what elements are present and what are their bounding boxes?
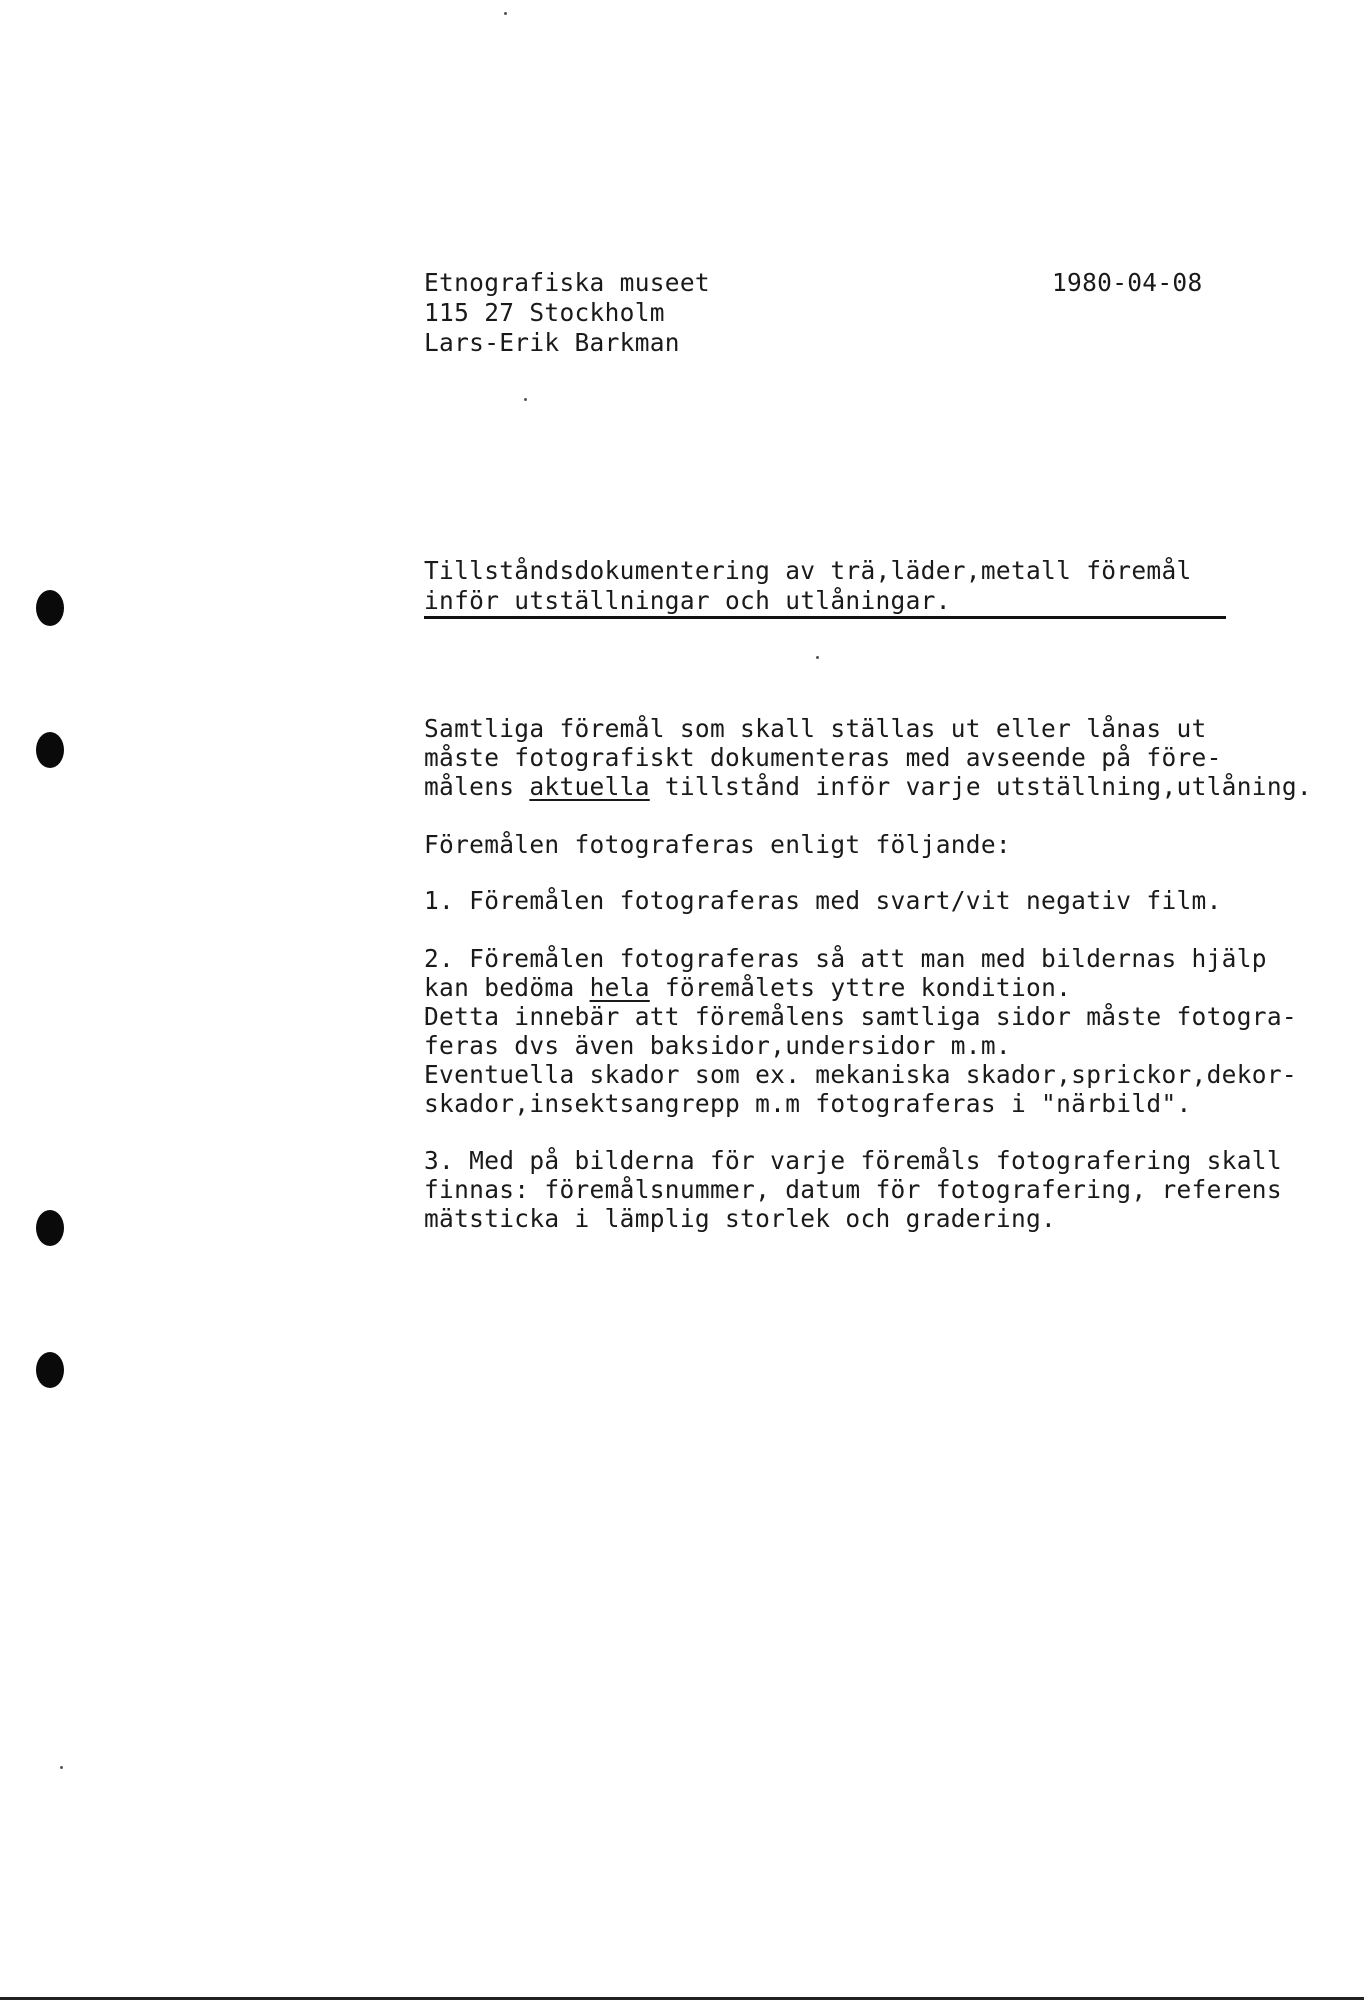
intro-line: måste fotografiskt dokumenteras med avseende på före-: [424, 743, 1222, 772]
item-2-line: [424, 973, 1324, 1002]
subject-heading: [424, 556, 1192, 616]
sender-address: 115 27 Stockholm: [424, 298, 665, 327]
item-2-line: skador,insektsangrepp m.m fotograferas i "närbild".: [424, 1089, 1192, 1118]
item-3-line: mätsticka i lämplig storlek och gradering.: [424, 1204, 1057, 1233]
item-1: [424, 886, 1324, 915]
paper-speck: [816, 656, 819, 659]
item-2-line: Detta innebär att föremålens samtliga sidor måste fotogra-: [424, 1002, 1297, 1031]
intro-line: [424, 772, 1324, 801]
lead-paragraph: [424, 830, 1324, 859]
item-2-text: föremålets yttre kondition.: [649, 973, 1072, 1002]
item-2-line: 2. Föremålen fotograferas så att man med bildernas hjälp: [424, 944, 1267, 973]
document-date: 1980-04-08: [1052, 268, 1203, 297]
punch-hole: [36, 1352, 64, 1388]
subject-underline: [424, 616, 1226, 619]
item-3-line: finnas: föremålsnummer, datum för fotografering, referens: [424, 1175, 1282, 1204]
emphasis-aktuella: aktuella: [529, 772, 650, 801]
intro-line: Samtliga föremål som skall ställas ut eller lånas ut: [424, 714, 1207, 743]
sender-institution: Etnografiska museet: [424, 268, 710, 297]
item-3-line: 3. Med på bilderna för varje föremåls fotografering skall: [424, 1146, 1282, 1175]
lead-line: Föremålen fotograferas enligt följande:: [424, 830, 1011, 859]
intro-paragraph: [424, 714, 1324, 801]
subject-line-2: inför utställningar och utlåningar.: [424, 586, 951, 615]
item-1-line: 1. Föremålen fotograferas med svart/vit negativ film.: [424, 886, 1222, 915]
paper-speck: [504, 12, 507, 15]
paper-speck: [524, 398, 527, 401]
subject-line-1: Tillståndsdokumentering av trä,läder,metall föremål: [424, 556, 1192, 585]
sender-name: Lars-Erik Barkman: [424, 328, 680, 357]
emphasis-hela: hela: [589, 973, 650, 1002]
sender-block: [424, 268, 710, 358]
item-3: [424, 1146, 1324, 1233]
intro-text: målens: [424, 772, 530, 801]
item-2-line: feras dvs även baksidor,undersidor m.m.: [424, 1031, 1011, 1060]
item-2: [424, 944, 1324, 1118]
punch-hole: [36, 590, 64, 626]
item-2-text: kan bedöma: [424, 973, 590, 1002]
paper-speck: [60, 1766, 63, 1769]
punch-hole: [36, 732, 64, 768]
intro-text: tillstånd inför varje utställning,utlåning.: [649, 772, 1312, 801]
item-2-line: Eventuella skador som ex. mekaniska skador,sprickor,dekor-: [424, 1060, 1297, 1089]
punch-hole: [36, 1210, 64, 1246]
